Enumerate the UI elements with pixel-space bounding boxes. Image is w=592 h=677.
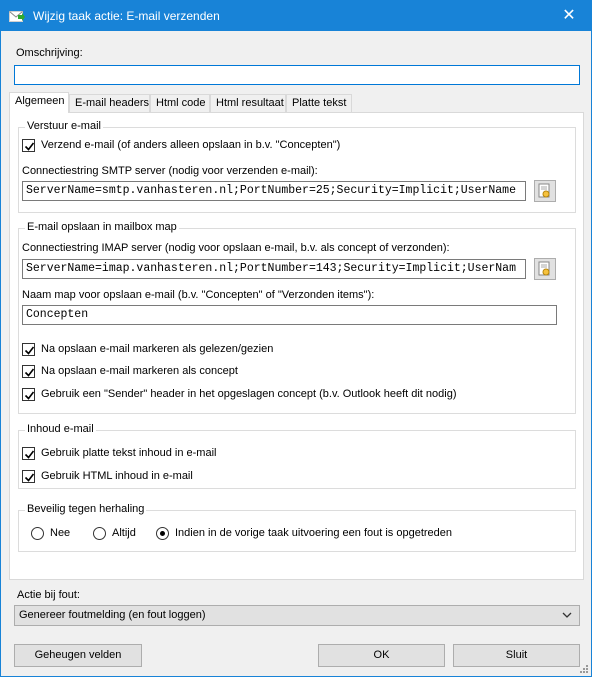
checkmark-icon bbox=[24, 390, 35, 401]
smtp-connection-input[interactable]: ServerName=smtp.vanhasteren.nl;PortNumber=25;Security=Implicit;UserName bbox=[22, 181, 526, 201]
close-window-icon[interactable]: ✕ bbox=[562, 7, 576, 24]
error-action-select[interactable] bbox=[14, 605, 580, 626]
tab-email-headers[interactable]: E-mail headers bbox=[69, 94, 150, 113]
tab-general[interactable]: Algemeen bbox=[9, 92, 69, 113]
html-content-label: Gebruik HTML inhoud in e-mail bbox=[41, 470, 193, 482]
error-action-value: Genereer foutmelding (en fout loggen) bbox=[19, 609, 206, 621]
radio-on-error-label: Indien in de vorige taak uitvoering een fout is opgetreden bbox=[175, 527, 453, 539]
description-input[interactable] bbox=[14, 65, 580, 85]
title-bar[interactable] bbox=[1, 1, 591, 31]
content-group-title: Inhoud e-mail bbox=[27, 423, 94, 435]
mark-draft-checkbox[interactable] bbox=[22, 365, 35, 378]
radio-always-label: Altijd bbox=[112, 527, 136, 539]
sender-header-checkbox[interactable] bbox=[22, 388, 35, 401]
close-button[interactable]: Sluit bbox=[453, 644, 580, 667]
radio-no[interactable] bbox=[31, 527, 44, 540]
tab-html-result[interactable]: Html resultaat bbox=[210, 94, 286, 113]
checkmark-icon bbox=[24, 345, 35, 356]
radio-no-label: Nee bbox=[50, 527, 71, 539]
mark-read-checkbox[interactable] bbox=[22, 343, 35, 356]
radio-on-error[interactable] bbox=[156, 527, 169, 540]
mark-read-label: Na opslaan e-mail markeren als gelezen/gezien bbox=[41, 343, 274, 355]
send-email-checkbox-label: Verzend e-mail (of anders alleen opslaan in b.v. "Concepten") bbox=[41, 139, 341, 151]
edit-document-icon bbox=[535, 181, 555, 201]
tab-html-code[interactable]: Html code bbox=[150, 94, 210, 113]
memory-fields-button[interactable]: Geheugen velden bbox=[14, 644, 142, 667]
send-email-group-title: Verstuur e-mail bbox=[27, 120, 101, 132]
checkmark-icon bbox=[24, 367, 35, 378]
email-send-icon bbox=[9, 9, 25, 23]
radio-selected-dot bbox=[160, 531, 165, 536]
smtp-edit-button[interactable] bbox=[534, 180, 556, 202]
folder-label: Naam map voor opslaan e-mail (b.v. "Concepten" of "Verzonden items"): bbox=[22, 289, 375, 301]
send-email-checkbox[interactable] bbox=[22, 139, 35, 152]
plain-text-checkbox[interactable] bbox=[22, 447, 35, 460]
checkmark-icon bbox=[24, 449, 35, 460]
imap-label: Connectiestring IMAP server (nodig voor opslaan e-mail, b.v. als concept of verzonden): bbox=[22, 242, 450, 254]
mailbox-group-title: E-mail opslaan in mailbox map bbox=[27, 221, 177, 233]
tab-plain-text[interactable]: Platte tekst bbox=[286, 94, 352, 113]
error-action-label: Actie bij fout: bbox=[17, 589, 80, 601]
description-label: Omschrijving: bbox=[16, 47, 83, 59]
folder-name-input[interactable]: Concepten bbox=[22, 305, 557, 325]
edit-document-icon bbox=[535, 259, 555, 279]
window-title: Wijzig taak actie: E-mail verzenden bbox=[33, 9, 220, 23]
radio-always[interactable] bbox=[93, 527, 106, 540]
repeat-protection-group-title: Beveilig tegen herhaling bbox=[27, 503, 145, 515]
checkmark-icon bbox=[24, 141, 35, 152]
resize-grip-icon[interactable] bbox=[579, 664, 589, 674]
imap-connection-input[interactable]: ServerName=imap.vanhasteren.nl;PortNumber=143;Security=Implicit;UserNam bbox=[22, 259, 526, 279]
sender-header-label: Gebruik een "Sender" header in het opgeslagen concept (b.v. Outlook heeft dit nodig) bbox=[41, 388, 457, 400]
ok-button[interactable]: OK bbox=[318, 644, 445, 667]
chevron-down-icon bbox=[561, 607, 573, 624]
tab-panel-general bbox=[9, 112, 584, 580]
smtp-label: Connectiestring SMTP server (nodig voor verzenden e-mail): bbox=[22, 165, 318, 177]
mark-draft-label: Na opslaan e-mail markeren als concept bbox=[41, 365, 238, 377]
html-content-checkbox[interactable] bbox=[22, 470, 35, 483]
checkmark-icon bbox=[24, 472, 35, 483]
imap-edit-button[interactable] bbox=[534, 258, 556, 280]
plain-text-label: Gebruik platte tekst inhoud in e-mail bbox=[41, 447, 217, 459]
